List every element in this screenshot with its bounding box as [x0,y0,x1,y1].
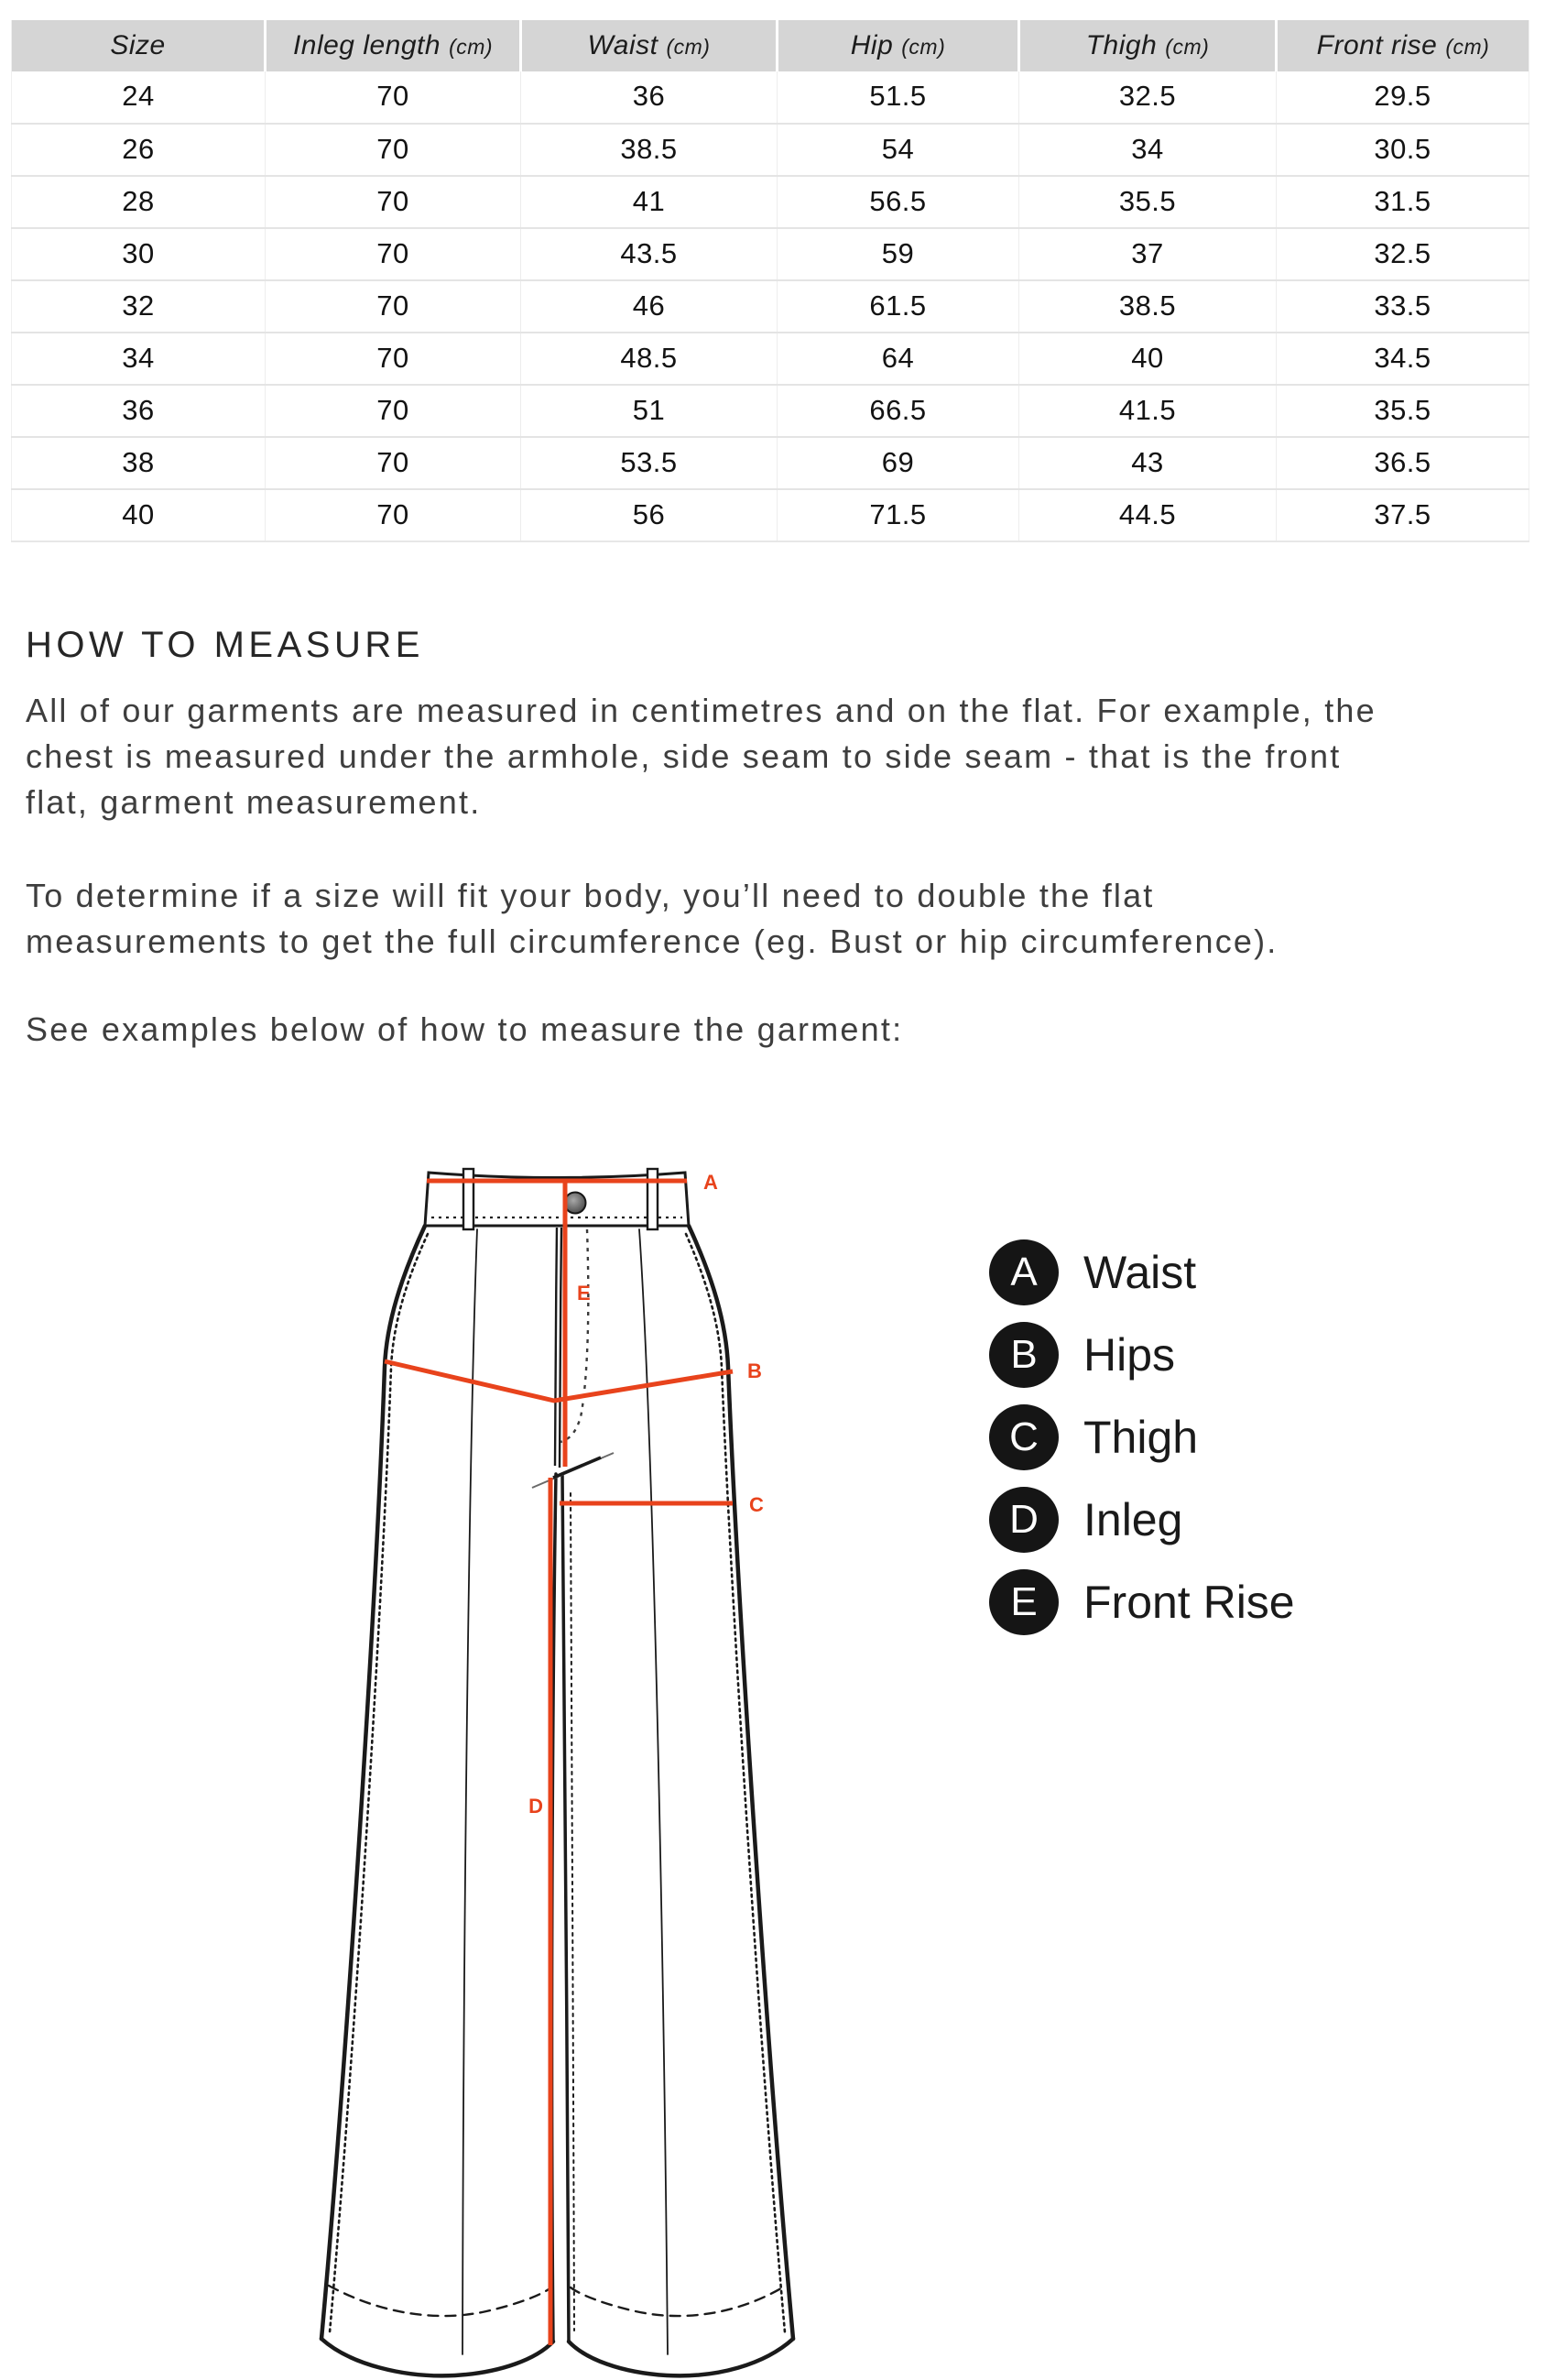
table-cell: 37 [1019,228,1277,280]
legend-item [989,1568,1295,1635]
paragraph-line: To determine if a size will fit your body, you’ll need to double the flat [26,877,1155,914]
table-row [12,176,1529,228]
table-cell: 38.5 [1019,280,1277,333]
table-cell: 35.5 [1277,385,1529,437]
table-cell: 51.5 [778,71,1019,124]
table-cell: 31.5 [1277,176,1529,228]
legend-item [989,1403,1295,1470]
table-row [12,71,1529,124]
measurement-line-hips-b [385,1361,733,1401]
paragraph-line: flat, garment measurement. [26,783,482,821]
table-cell: 41.5 [1019,385,1277,437]
table-cell: 70 [266,228,521,280]
table-cell: 56.5 [778,176,1019,228]
table-cell: 36.5 [1277,437,1529,489]
table-cell: 40 [1019,333,1277,385]
measurement-lines [385,1181,733,2345]
table-cell: 70 [266,489,521,541]
table-cell: 29.5 [1277,71,1529,124]
table-cell: 28 [122,185,155,217]
legend-badge: D [989,1487,1059,1553]
legend-item [989,1239,1295,1305]
table-cell: 36 [521,71,778,124]
column-header-waist: Waist (cm) [521,20,778,71]
table-cell: 70 [266,385,521,437]
legend-item [989,1321,1295,1388]
table-cell: 38.5 [521,124,778,176]
paragraph-line: chest is measured under the armhole, side seam to side seam - that is the front [26,737,1342,775]
table-row [12,280,1529,333]
table-cell: 43.5 [521,228,778,280]
marker-d: D [528,1795,543,1818]
table-row [12,437,1529,489]
table-row [12,333,1529,385]
legend-item [989,1486,1295,1553]
table-cell: 30.5 [1277,124,1529,176]
table-cell: 66.5 [778,385,1019,437]
table-cell: 26 [122,133,155,165]
table-cell: 35.5 [1019,176,1277,228]
paragraph-line: All of our garments are measured in centimetres and on the flat. For example, the [26,692,1376,729]
table-row [12,124,1529,176]
table-row [12,228,1529,280]
legend-badge: B [989,1322,1059,1388]
marker-c: C [749,1493,764,1516]
table-cell: 61.5 [778,280,1019,333]
table-cell: 24 [122,80,155,112]
how-to-measure-paragraph [26,873,1279,965]
legend-badge: E [989,1569,1059,1635]
legend-badge: A [989,1239,1059,1305]
marker-a: A [703,1171,718,1194]
table-cell: 37.5 [1277,489,1529,541]
table-cell: 43 [1019,437,1277,489]
table-cell: 59 [778,228,1019,280]
marker-e: E [577,1282,591,1305]
table-cell: 36 [122,394,155,426]
garment-diagram [293,1165,806,2380]
table-cell: 70 [266,124,521,176]
table-cell: 69 [778,437,1019,489]
waist-button [565,1193,586,1214]
table-cell: 53.5 [521,437,778,489]
table-row [12,385,1529,437]
waistband [425,1169,689,1229]
table-cell: 70 [266,333,521,385]
table-cell: 32.5 [1277,228,1529,280]
table-cell: 34.5 [1277,333,1529,385]
column-header-front-rise: Front rise (cm) [1277,20,1529,71]
table-cell: 70 [266,437,521,489]
table-cell: 32.5 [1019,71,1277,124]
column-header-hip: Hip (cm) [778,20,1019,71]
table-cell: 32 [122,289,155,322]
table-cell: 34 [122,342,155,374]
table-cell: 34 [1019,124,1277,176]
table-row [12,489,1529,541]
fly-stitching [532,1228,614,1488]
table-cell: 40 [122,498,155,530]
legend-label: Thigh [1083,1411,1199,1463]
table-cell: 64 [778,333,1019,385]
table-cell: 51 [521,385,778,437]
table-cell: 44.5 [1019,489,1277,541]
measurement-legend [989,1239,1295,1635]
legend-label: Inleg [1083,1493,1183,1545]
table-cell: 71.5 [778,489,1019,541]
how-to-measure-paragraph [26,688,1376,825]
how-to-measure-title: HOW TO MEASURE [26,625,424,665]
legend-badge: C [989,1404,1059,1470]
legend-label: Waist [1083,1246,1197,1298]
table-cell: 48.5 [521,333,778,385]
belt-loop [647,1169,658,1229]
table-cell: 46 [521,280,778,333]
table-cell: 56 [521,489,778,541]
paragraph-line: measurements to get the full circumference (eg. Bust or hip circumference). [26,923,1279,960]
table-cell: 33.5 [1277,280,1529,333]
table-cell: 41 [521,176,778,228]
marker-b: B [747,1359,762,1382]
legend-label: Hips [1083,1328,1176,1381]
table-cell: 70 [266,176,521,228]
column-header-inleg-length: Inleg length (cm) [266,20,521,71]
how-to-measure-paragraph [26,1007,903,1053]
table-cell: 70 [266,280,521,333]
table-cell: 30 [122,237,155,269]
belt-loop [463,1169,473,1229]
size-chart-table [11,20,1529,542]
table-cell: 38 [122,446,155,478]
paragraph-line: See examples below of how to measure the garment: [26,1010,904,1048]
table-header-row [12,20,1529,71]
legend-label: Front Rise [1083,1576,1295,1628]
column-header-thigh: Thigh (cm) [1019,20,1277,71]
table-cell: 70 [266,71,521,124]
table-cell: 54 [778,124,1019,176]
column-header-size: Size [12,20,266,71]
